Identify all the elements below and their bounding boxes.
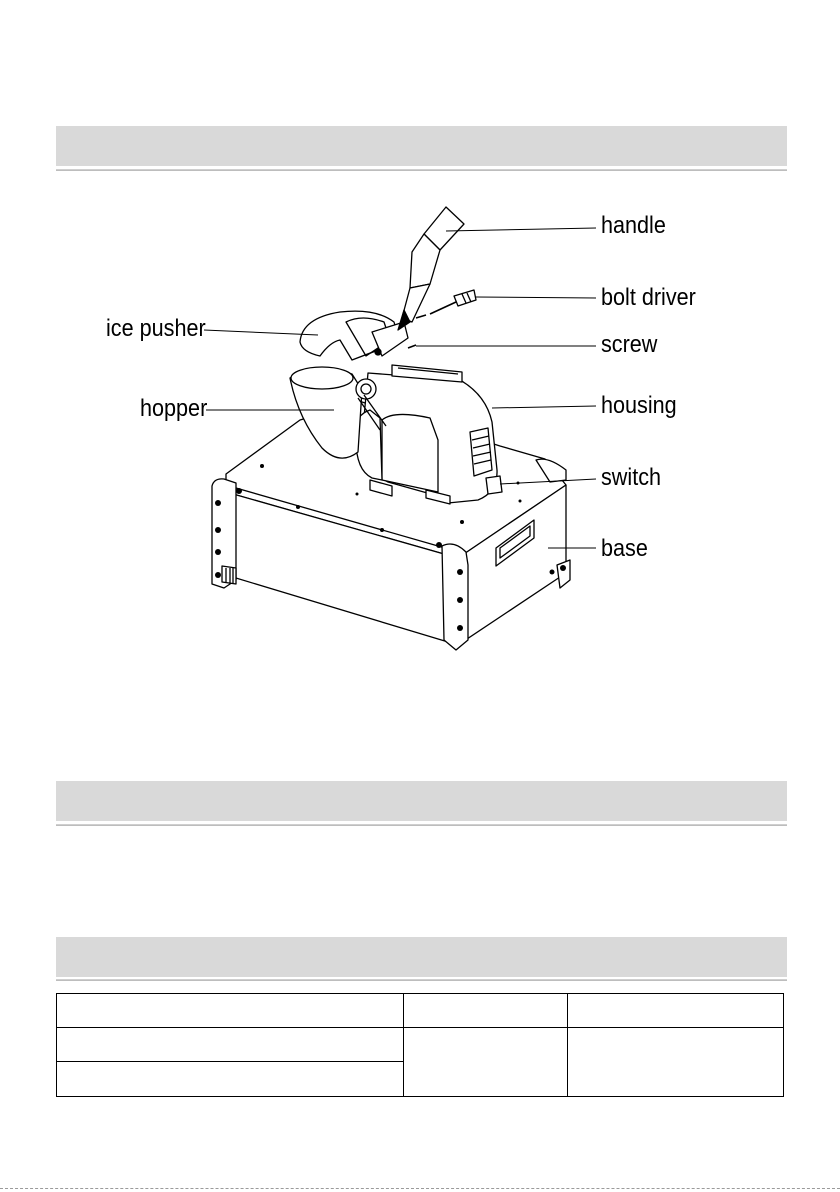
label-ice-pusher: ice pusher <box>106 315 206 342</box>
bolt-driver <box>454 290 476 306</box>
section-header-middle <box>56 781 787 821</box>
table-row <box>57 1028 784 1062</box>
section-divider <box>56 824 787 826</box>
label-screw: screw <box>601 331 658 358</box>
section-divider <box>56 979 787 981</box>
label-base: base <box>601 535 648 562</box>
table-cell <box>404 994 568 1028</box>
ice-shaver-parts-diagram <box>0 180 840 660</box>
switch <box>486 476 502 494</box>
label-bolt-driver: bolt driver <box>601 284 696 311</box>
table-row <box>57 994 784 1028</box>
section-header-parts <box>56 126 787 166</box>
label-housing: housing <box>601 392 677 419</box>
table-cell <box>568 994 784 1028</box>
section-header-specs <box>56 937 787 977</box>
label-switch: switch <box>601 464 662 491</box>
page-bottom-edge <box>0 1188 840 1189</box>
label-hopper: hopper <box>140 395 208 422</box>
table-cell <box>57 1062 404 1097</box>
table-cell <box>404 1028 568 1097</box>
specification-table <box>56 993 784 1097</box>
table-cell <box>57 1028 404 1062</box>
table-cell <box>57 994 404 1028</box>
table-cell <box>568 1028 784 1097</box>
section-divider <box>56 169 787 171</box>
label-handle: handle <box>601 212 666 239</box>
